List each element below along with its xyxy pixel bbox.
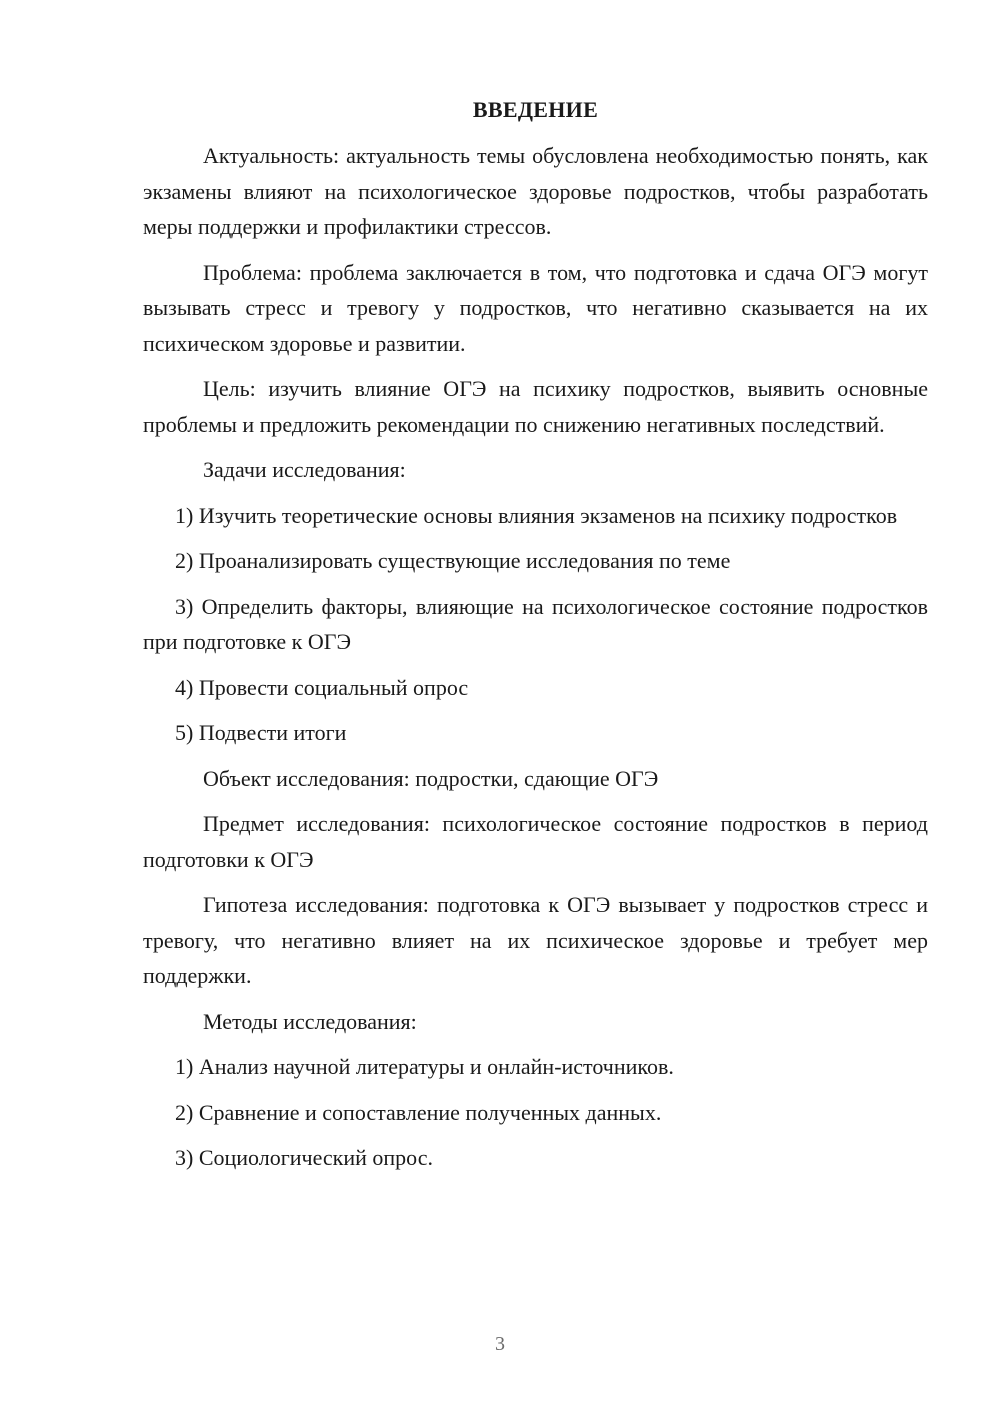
task-item: 4) Провести социальный опрос — [175, 674, 469, 700]
method-item: 3) Социологический опрос. — [175, 1145, 433, 1170]
page-content — [143, 92, 928, 1186]
problem-paragraph: Проблема: проблема заключается в том, что подготовка и сдача ОГЭ могут вызывать стресс и тревогу у подростков, что негативно сказывается на их психическом здоровье и развитии. — [143, 259, 928, 356]
tasks-heading: Задачи исследования: — [203, 457, 406, 482]
relevance-paragraph: Актуальность: актуальность темы обусловлена необходимостью понять, как экзамены влияют на психологическое здоровье подростков, чтобы разработать меры поддержки и профилактики стрессов. — [143, 143, 928, 239]
subject-paragraph: Предмет исследования: психологическое состояние подростков в период подготовки к ОГЭ — [143, 811, 928, 872]
method-item: 2) Сравнение и сопоставление полученных данных. — [175, 1099, 662, 1125]
object-paragraph: Объект исследования: подростки, сдающие ОГЭ — [203, 765, 659, 791]
task-item: 1) Изучить теоретические основы влияния экзаменов на психику подростков — [175, 502, 898, 528]
task-item: 2) Проанализировать существующие исследования по теме — [175, 548, 731, 573]
page-number: 3 — [495, 1333, 505, 1355]
goal-paragraph: Цель: изучить влияние ОГЭ на психику подростков, выявить основные проблемы и предложить рекомендации по снижению негативных последствий. — [143, 376, 928, 437]
task-item: 5) Подвести итоги — [175, 720, 347, 745]
method-item: 1) Анализ научной литературы и онлайн-источников. — [175, 1054, 674, 1079]
methods-heading: Методы исследования: — [203, 1008, 417, 1034]
hypothesis-paragraph: Гипотеза исследования: подготовка к ОГЭ вызывает у подростков стресс и тревогу, что негативно влияет на их психическое здоровье и требует мер поддержки. — [143, 892, 928, 988]
section-title: ВВЕДЕНИЕ — [472, 97, 599, 122]
task-item: 3) Определить факторы, влияющие на психологическое состояние подростков при подготовке к ОГЭ — [143, 593, 928, 654]
